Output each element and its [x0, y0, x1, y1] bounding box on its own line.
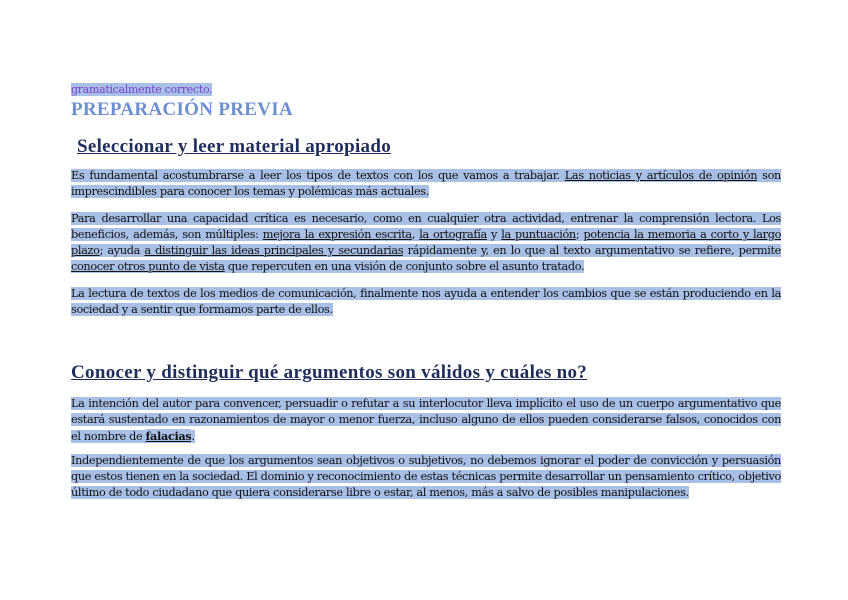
p2-text-1: Para desarrollar una capacidad crítica es necesario, como en cualquier otra actividad, entrenar la comprensión lectora. Los beneficios, además, son múltiples: [71, 212, 781, 241]
p2-text-6: rápidamente y, en lo que al texto argumentativo se refiere, permite [403, 244, 781, 257]
paragraph-3 [71, 286, 781, 318]
p2-text-3: y [486, 228, 502, 241]
p1-text-1: Es fundamental acostumbrarse a leer los tipos de textos con los que vamos a trabajar. [71, 169, 565, 182]
p2-text-7: que repercuten en una visión de conjunto sobre el asunto tratado. [224, 260, 585, 273]
subsection-heading-arguments: Conocer y distinguir qué argumentos son válidos y cuáles no? [71, 362, 588, 383]
p2-text-5: ; ayuda [99, 244, 145, 257]
p4-text-1: La intención del autor para convencer, persuadir o refutar a su interlocutor lleva implícito el uso de un cuerpo argumentativo que estará sustentado en razonamientos de mayor o menor fuerza, incluso alguno de ellos pueden considerarse falsos, conocidos con el nombre de [71, 397, 781, 443]
paragraph-4 [71, 396, 781, 445]
paragraph-5 [71, 453, 781, 501]
p1-text-2: son imprescindibles para conocer los temas y polémicas más actuales. [71, 169, 781, 198]
p2-underline-3: la puntuación [501, 228, 576, 241]
paragraph-2 [71, 211, 781, 275]
p2-text-2: , [411, 228, 420, 241]
p2-underline-2: la ortografía [419, 228, 487, 241]
p3-text-1: La lectura de textos de los medios de comunicación, finalmente nos ayuda a entender los cambios que se están produciendo en la sociedad y a sentir que formamos parte de ellos. [71, 287, 781, 316]
p2-underline-5: a distinguir las ideas principales y secundarias [144, 244, 404, 257]
previous-text-fragment [71, 83, 212, 96]
previous-text-highlight: gramaticalmente correcto. [71, 83, 213, 96]
paragraph-1 [71, 168, 781, 200]
p2-underline-1: mejora la expresión escrita [262, 228, 412, 241]
section-heading: PREPARACIÓN PREVIA [71, 99, 293, 120]
subsection-heading-select-read: Seleccionar y leer material apropiado [77, 136, 391, 157]
p2-underline-6: conocer otros punto de vista [71, 260, 225, 273]
p2-text-4: ; [575, 228, 584, 241]
p1-underlined-phrase: Las noticias y artículos de opinión [564, 169, 758, 182]
p2-underline-4: potencia la memoria a corto y largo plazo [71, 228, 782, 257]
p5-text-1: Independientemente de que los argumentos sean objetivos o subjetivos, no debemos ignorar el poder de convicción y persuasión que estos tienen en la sociedad. El dominio y reconocimiento de estas técnicas permite desarrollar un pensamiento crítico, objetivo último de todo ciudadano que quiera considerarse libre o estar, al menos, más a salvo de posibles manipulaciones. [71, 454, 781, 499]
p4-text-2: . [191, 430, 195, 443]
p4-bold-term: falacias [145, 429, 192, 443]
